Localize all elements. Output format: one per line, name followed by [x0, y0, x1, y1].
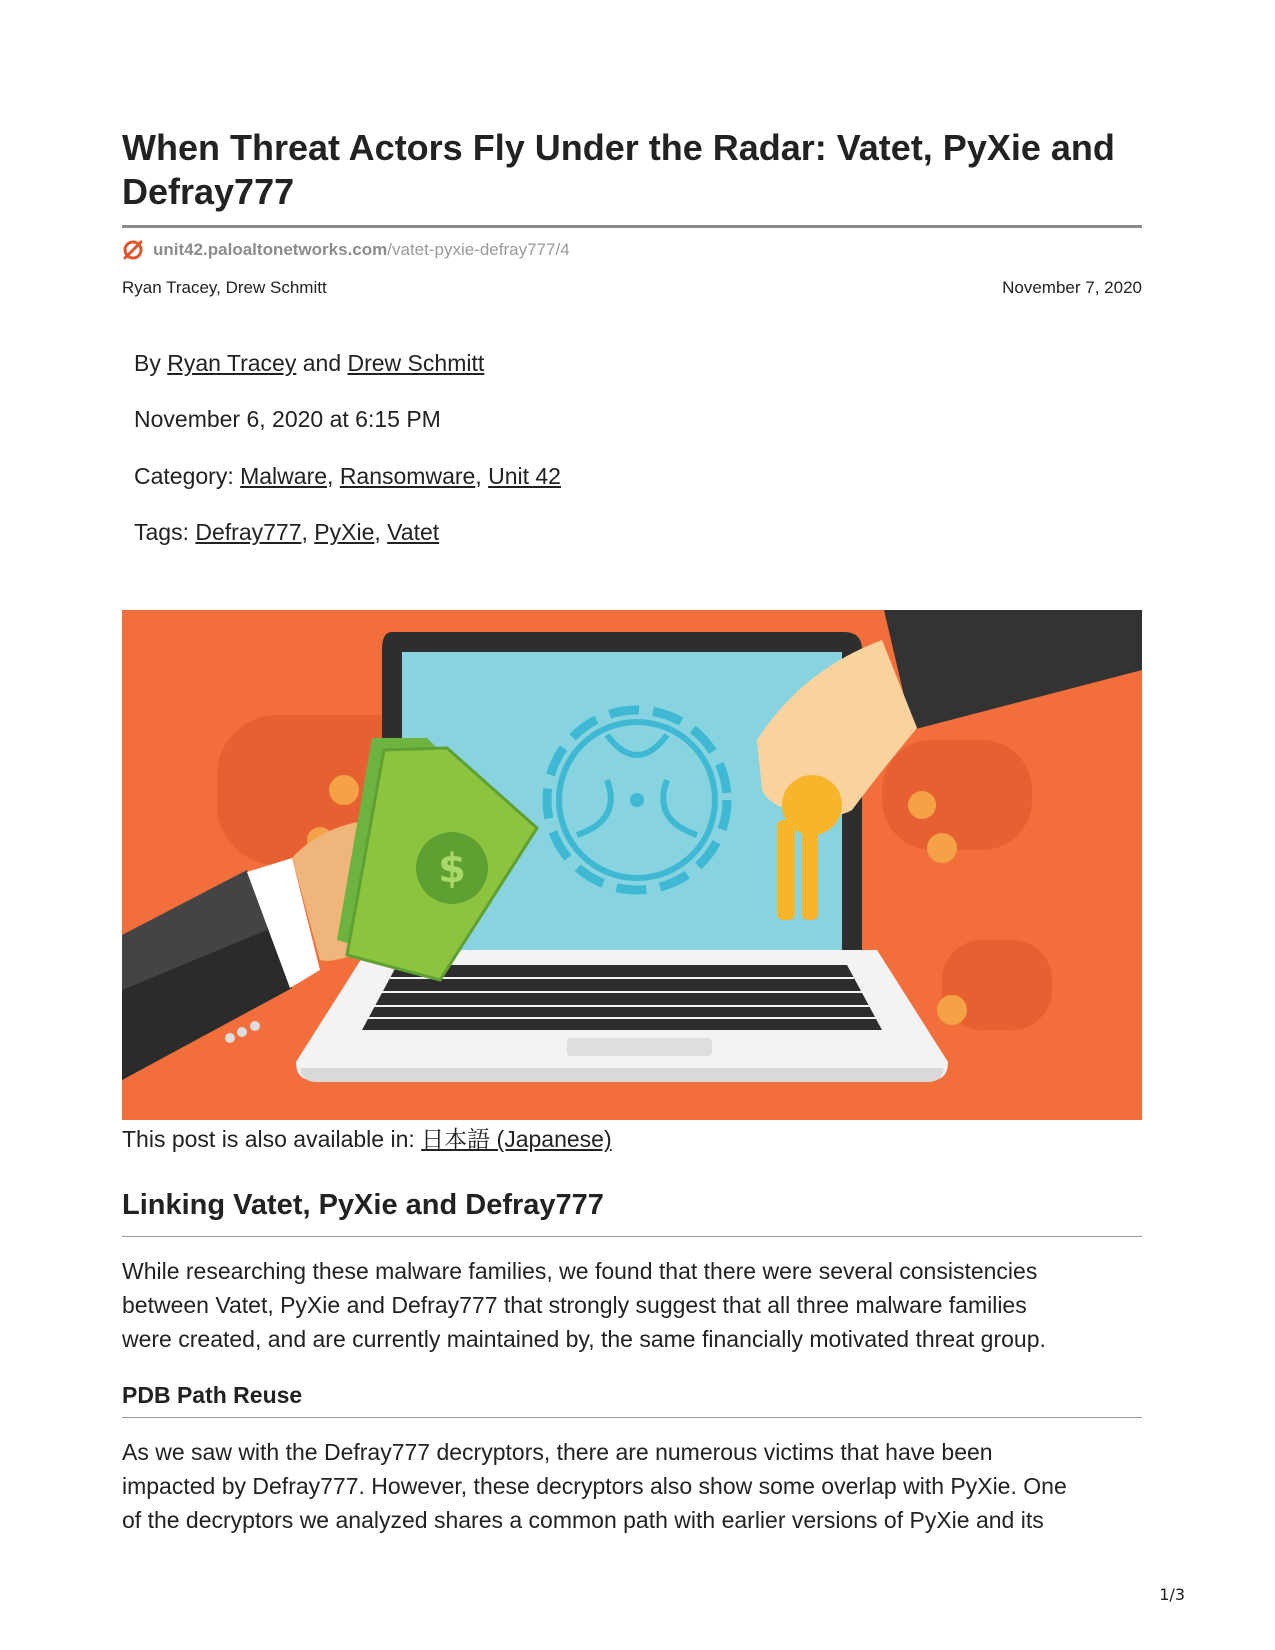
tags-label: Tags: — [134, 519, 189, 545]
paragraph-line: As we saw with the Defray777 decryptors, there are numerous victims that have been — [122, 1439, 993, 1465]
byline-prefix: By — [134, 350, 161, 376]
category-label: Category: — [134, 463, 234, 489]
title-divider — [122, 225, 1142, 228]
svg-text:$: $ — [438, 846, 466, 892]
article-date: November 7, 2020 — [1002, 278, 1142, 297]
tag-link-vatet[interactable]: Vatet — [387, 519, 440, 545]
page-number: 1/3 — [1159, 1585, 1185, 1604]
paragraph-line: of the decryptors we analyzed shares a common path with earlier versions of PyXie and its — [122, 1507, 1044, 1533]
subsection-heading-pdb: PDB Path Reuse — [122, 1382, 303, 1408]
tags-line — [134, 517, 439, 547]
paragraph-line: between Vatet, PyXie and Defray777 that strongly suggest that all three malware families — [122, 1292, 1027, 1318]
author-link-ryan-tracey[interactable]: Ryan Tracey — [167, 350, 297, 376]
subsection-divider — [122, 1417, 1142, 1418]
source-path: /vatet-pyxie-defray777/4 — [387, 240, 570, 259]
article-authors: Ryan Tracey, Drew Schmitt — [122, 278, 327, 297]
category-line — [134, 461, 561, 491]
category-link-unit42[interactable]: Unit 42 — [488, 463, 561, 489]
source-url[interactable] — [122, 238, 570, 262]
section-divider — [122, 1236, 1142, 1237]
unit42-logo-icon — [122, 239, 144, 261]
category-link-malware[interactable]: Malware — [240, 463, 328, 489]
separator: , — [327, 463, 334, 489]
paragraph-line: impacted by Defray777. However, these decryptors also show some overlap with PyXie. One — [122, 1473, 1067, 1499]
separator: , — [374, 519, 381, 545]
category-link-ransomware[interactable]: Ransomware — [339, 463, 476, 489]
tag-link-defray777[interactable]: Defray777 — [195, 519, 302, 545]
source-domain: unit42.paloaltonetworks.com — [153, 240, 388, 259]
byline — [134, 348, 484, 378]
translation-note — [122, 1121, 612, 1154]
author-link-drew-schmitt[interactable]: Drew Schmitt — [347, 350, 485, 376]
byline-and: and — [302, 350, 342, 376]
posted-date: November 6, 2020 at 6:15 PM — [134, 406, 441, 432]
separator: , — [475, 463, 482, 489]
tag-link-pyxie[interactable]: PyXie — [314, 519, 375, 545]
translation-prefix: This post is also available in: — [122, 1126, 415, 1152]
paragraph-line: were created, and are currently maintained by, the same financially motivated threat group. — [122, 1326, 1046, 1352]
japanese-translation-link[interactable]: 日本語 (Japanese) — [421, 1126, 612, 1152]
article-title: When Threat Actors Fly Under the Radar: Vatet, PyXie and Defray777 — [122, 127, 1115, 212]
hero-illustration — [122, 610, 1142, 1120]
paragraph-line: While researching these malware families, we found that there were several consistencies — [122, 1258, 1038, 1284]
separator: , — [301, 519, 308, 545]
section-heading-linking: Linking Vatet, PyXie and Defray777 — [122, 1189, 604, 1221]
